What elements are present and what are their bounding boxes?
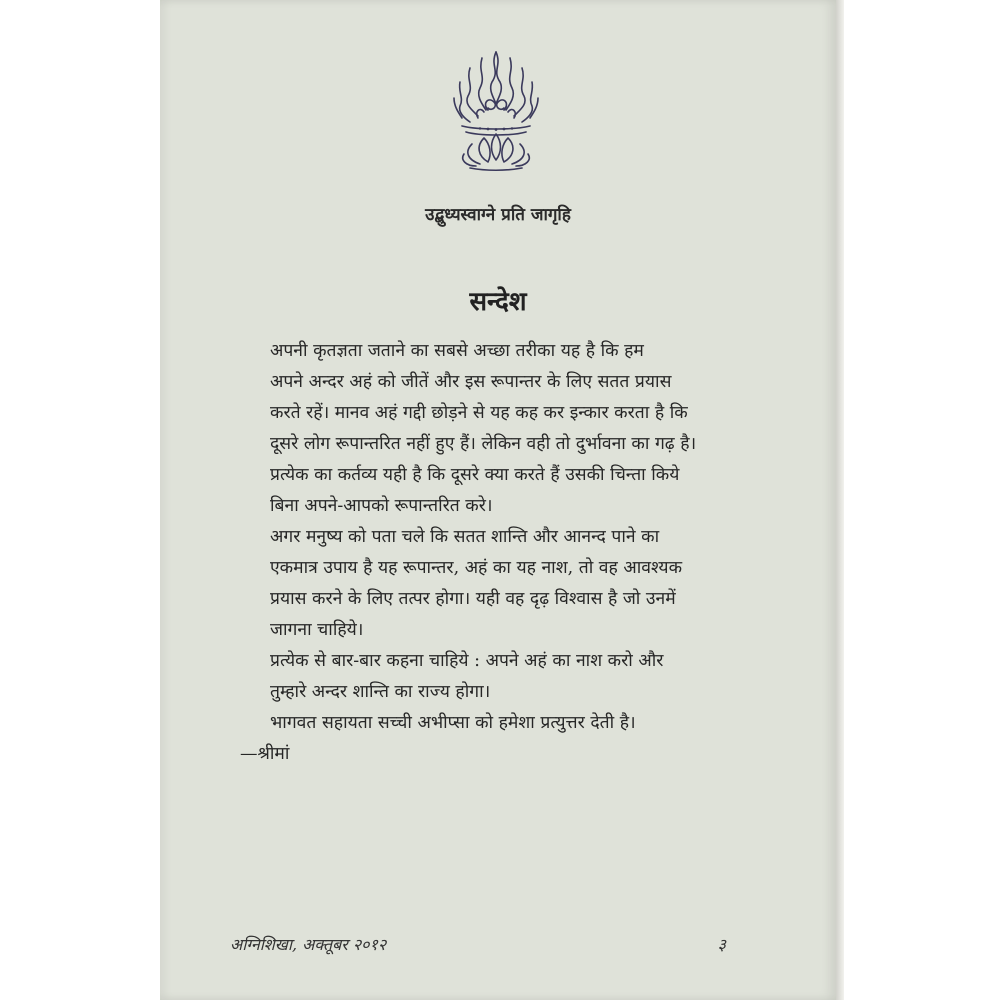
paragraph-2 bbox=[240, 522, 748, 646]
motto: उद्बुध्यस्वाग्ने प्रति जागृहि bbox=[425, 205, 571, 225]
text-line: एकमात्र उपाय है यह रूपान्तर, अहं का यह नाश, तो वह आवश्यक bbox=[270, 558, 683, 578]
message-body bbox=[240, 336, 748, 770]
footer-publication: अग्निशिखा, अक्तूबर २०१२ bbox=[230, 935, 387, 954]
paragraph-1 bbox=[240, 336, 748, 522]
text-line: तुम्हारे अन्दर शान्ति का राज्य होगा। bbox=[270, 682, 491, 702]
text-line: प्रत्येक का कर्तव्य यही है कि दूसरे क्या करते हैं उसकी चिन्ता किये bbox=[270, 465, 680, 485]
text-line: अगर मनुष्य को पता चले कि सतत शान्ति और आनन्द पाने का bbox=[270, 527, 660, 547]
text-line: अपने अन्दर अहं को जीतें और इस रूपान्तर के लिए सतत प्रयास bbox=[270, 372, 672, 392]
text-line: प्रयास करने के लिए तत्पर होगा। यही वह दृढ़ विश्वास है जो उनमें bbox=[270, 589, 676, 609]
paragraph-3 bbox=[240, 646, 748, 708]
page-number: ३ bbox=[717, 935, 726, 954]
page-title: सन्देश bbox=[469, 287, 527, 317]
text-line: प्रत्येक से बार-बार कहना चाहिये : अपने अहं का नाश करो और bbox=[270, 651, 664, 671]
text-line: जागना चाहिये। bbox=[270, 620, 364, 640]
text-line: बिना अपने-आपको रूपान्तरित करे। bbox=[270, 496, 493, 516]
text-line: अपनी कृतज्ञता जताने का सबसे अच्छा तरीका यह है कि हम bbox=[270, 341, 644, 361]
text-line: भागवत सहायता सच्ची अभीप्सा को हमेशा प्रत्युत्तर देती है। bbox=[270, 713, 636, 733]
book-page bbox=[160, 0, 836, 1000]
paragraph-4 bbox=[240, 708, 748, 739]
text-line: दूसरे लोग रूपान्तरित नहीं हुए हैं। लेकिन वही तो दुर्भावना का गढ़ है। bbox=[270, 434, 697, 454]
text-line: करते रहें। मानव अहं गद्दी छोड़ने से यह कह कर इन्कार करता है कि bbox=[270, 403, 688, 423]
signature: —श्रीमां bbox=[240, 744, 290, 764]
flame-over-lotus-icon bbox=[448, 48, 544, 172]
